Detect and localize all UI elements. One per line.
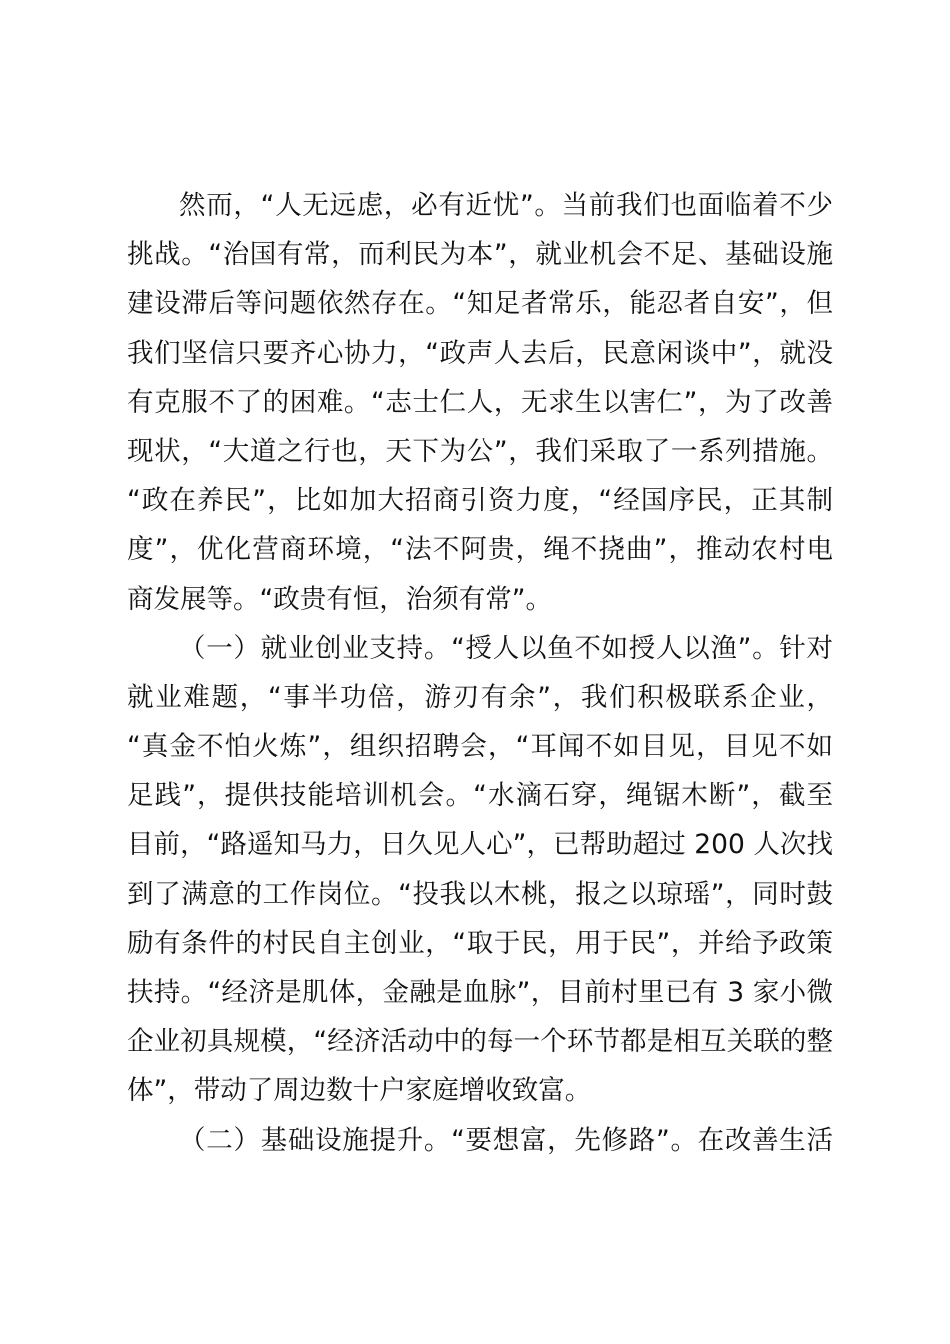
paragraph-2-line-4: 足践”，提供技能培训机会。“水滴石穿，绳锯木断”，截至 (127, 780, 833, 812)
paragraph-1-line-3: 建设滞后等问题依然存在。“知足者常乐，能忍者自安”，但 (127, 288, 833, 320)
paragraph-1-line-4: 我们坚信只要齐心协力，“政声人去后，民意闲谈中”，就没 (127, 337, 833, 369)
document-body (127, 181, 833, 1165)
paragraph-2-line-1: （一）就业创业支持。“授人以鱼不如授人以渔”。针对 (179, 632, 833, 664)
paragraph-1-line-5: 有克服不了的困难。“志士仁人，无求生以害仁”，为了改善 (127, 386, 833, 418)
paragraph-1-line-1: 然而，“人无远虑，必有近忧”。当前我们也面临着不少 (179, 190, 833, 221)
paragraph-3-line-1: （二）基础设施提升。“要想富，先修路”。在改善生活 (179, 1124, 833, 1156)
paragraph-2-line-5: 目前，“路遥知马力，日久见人心”，已帮助超过 200 人次找 (127, 829, 833, 861)
paragraph-2-line-2: 就业难题，“事半功倍，游刃有余”，我们积极联系企业， (127, 681, 833, 713)
paragraph-2-line-10: 体”，带动了周边数十户家庭增收致富。 (127, 1075, 592, 1107)
paragraph-2-line-9: 企业初具规模，“经济活动中的每一个环节都是相互关联的整 (127, 1026, 833, 1058)
paragraph-2-line-6: 到了满意的工作岗位。“投我以木桃，报之以琼瑶”，同时鼓 (127, 878, 833, 910)
paragraph-1-line-8: 度”，优化营商环境，“法不阿贵，绳不挠曲”，推动农村电 (127, 534, 833, 566)
paragraph-2-line-8: 扶持。“经济是肌体，金融是血脉”，目前村里已有 3 家小微 (127, 977, 833, 1008)
paragraph-1-line-6: 现状，“大道之行也，天下为公”，我们采取了一系列措施。 (127, 435, 833, 467)
paragraph-2-line-3: “真金不怕火炼”，组织招聘会，“耳闻不如目见，目见不如 (127, 731, 833, 763)
paragraph-1-line-7: “政在养民”，比如加大招商引资力度，“经国序民，正其制 (127, 485, 833, 517)
paragraph-1-line-9: 商发展等。“政贵有恒，治须有常”。 (127, 583, 552, 615)
paragraph-1-line-2: 挑战。“治国有常，而利民为本”，就业机会不足、基础设施 (127, 239, 833, 271)
paragraph-2-line-7: 励有条件的村民自主创业，“取于民，用于民”，并给予政策 (127, 927, 833, 959)
